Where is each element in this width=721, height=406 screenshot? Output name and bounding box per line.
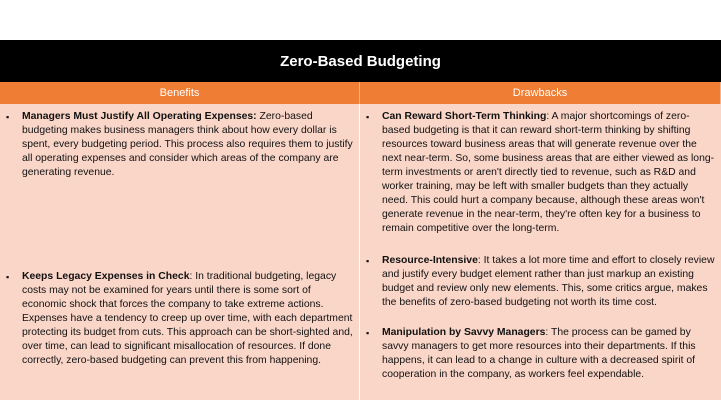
comparison-table: [0, 82, 721, 400]
drawback-title: Manipulation by Savvy Managers: [382, 327, 546, 338]
drawbacks-header: Drawbacks: [360, 82, 721, 104]
benefits-header: Benefits: [0, 82, 360, 104]
drawback-text: : A major shortcomings of zero-based budgeting is that it can reward short-term thinking by shifting resources toward business areas that will generate revenue over the next near-term. So, some business areas that are either viewed as long-term investments or aren't directly tied to revenue, such as R&D and worker training, may be left with smaller budgets than they actually need. This could hurt a company because, although these areas won't generate revenue in the near-term, they're often key for a business to remain competitive over the long-term.: [382, 111, 715, 234]
drawback-title: Can Reward Short-Term Thinking: [382, 111, 547, 122]
benefit-item: [6, 110, 353, 180]
bullet-icon: ▪: [6, 272, 10, 282]
drawback-item: [366, 254, 715, 310]
bullet-icon: ▪: [6, 112, 10, 122]
drawback-item: [366, 110, 715, 236]
benefit-item: [6, 270, 353, 368]
bullet-icon: ▪: [366, 328, 370, 338]
benefit-title: Managers Must Justify All Operating Expenses:: [22, 111, 257, 122]
benefits-column: [0, 104, 360, 400]
drawbacks-column: [360, 104, 721, 400]
bullet-icon: ▪: [366, 256, 370, 266]
benefit-text: : In traditional budgeting, legacy costs may not be examined for years until there is some sort of economic shock that forces the company to take extreme actions. Expenses have a tendency to creep up over time, with each department protecting its budget from cuts. This approach can be short-sighted and, over time, can lead to significant misallocation of resources. If done correctly, zero-based budgeting can prevent this from happening.: [22, 271, 353, 366]
drawback-item: [366, 326, 715, 382]
bullet-icon: ▪: [366, 112, 370, 122]
drawback-text: : It takes a lot more time and effort to closely review and justify every budget element rather than just markup an existing budget and review only new elements. This, some critics argue, makes the benefits of zero-based budgeting not worth its time cost.: [382, 255, 715, 308]
benefit-text: Zero-based budgeting makes business managers think about how every dollar is spent, every budgeting period. This process also requires them to justify all operating expenses and consider which areas of the company are generating revenue.: [22, 111, 353, 178]
page-title: Zero-Based Budgeting: [0, 40, 721, 82]
drawback-title: Resource-Intensive: [382, 255, 478, 266]
drawback-text: : The process can be gamed by savvy managers to get more resources into their departments. If this happens, it can lead to a change in culture with a decreased spirit of cooperation in the company, as workers feel expendable.: [382, 327, 696, 380]
benefit-title: Keeps Legacy Expenses in Check: [22, 271, 190, 282]
